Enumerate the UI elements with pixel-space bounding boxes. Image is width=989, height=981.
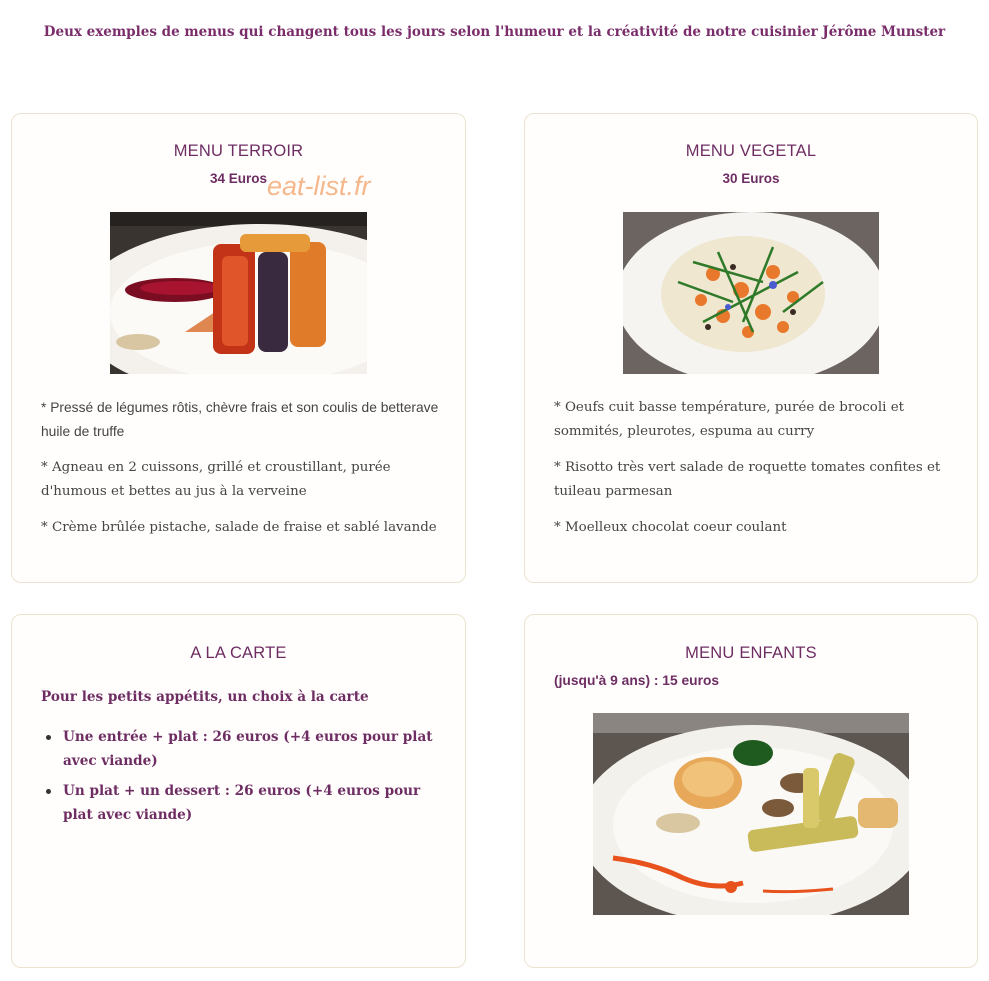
menu-vegetal-photo [623,212,879,374]
bullet-icon [46,789,51,794]
menu-enfants-photo [593,713,909,915]
bullet-icon [46,735,51,740]
menu-terroir-dish-2: * Agneau en 2 cuissons, grillé et croustillant, purée d'humous et bettes au jus à la verveine [41,460,391,499]
menu-enfants-subtitle: (jusqu'à 9 ans) : 15 euros [554,673,720,688]
watermark: eat-list.fr [267,171,371,201]
menu-vegetal-dish-3: * Moelleux chocolat coeur coulant [554,520,787,535]
menu-enfants-title: MENU ENFANTS [685,644,817,662]
a-la-carte-list [41,725,441,833]
a-la-carte-intro: Pour les petits appétits, un choix à la carte [41,689,369,705]
a-la-carte-title: A LA CARTE [190,644,287,662]
menu-vegetal-dish-1: * Oeufs cuit basse température, purée de brocoli et sommités, pleurotes, espuma au curry [554,400,904,439]
menu-terroir-dish-1: * Pressé de légumes rôtis, chèvre frais et son coulis de betterave huile de truffe [41,400,439,439]
a-la-carte-item-label: Une entrée + plat : 26 euros (+4 euros pour plat avec viande) [63,729,433,769]
menu-vegetal-card [524,113,978,583]
menu-vegetal-dish-2: * Risotto très vert salade de roquette tomates confites et tuileau parmesan [554,460,941,499]
a-la-carte-item-label: Un plat + un dessert : 26 euros (+4 euros pour plat avec viande) [63,783,421,823]
menu-terroir-title: MENU TERROIR [173,142,304,160]
menu-terroir-dish-3: * Crème brûlée pistache, salade de fraise et sablé lavande [41,520,437,535]
menu-vegetal-title: MENU VEGETAL [685,142,817,160]
menu-vegetal-price: 30 Euros [722,171,780,186]
menu-terroir-price: 34 Euros [209,171,268,186]
list-item [41,725,441,773]
menu-terroir-card [11,113,466,583]
menu-enfants-card [524,614,978,968]
list-item [41,779,441,827]
menu-terroir-photo [110,212,367,374]
intro-text: Deux exemples de menus qui changent tous les jours selon l'humeur et la créativité de notre cuisinier Jérôme Munster [43,24,946,40]
a-la-carte-card [11,614,466,968]
